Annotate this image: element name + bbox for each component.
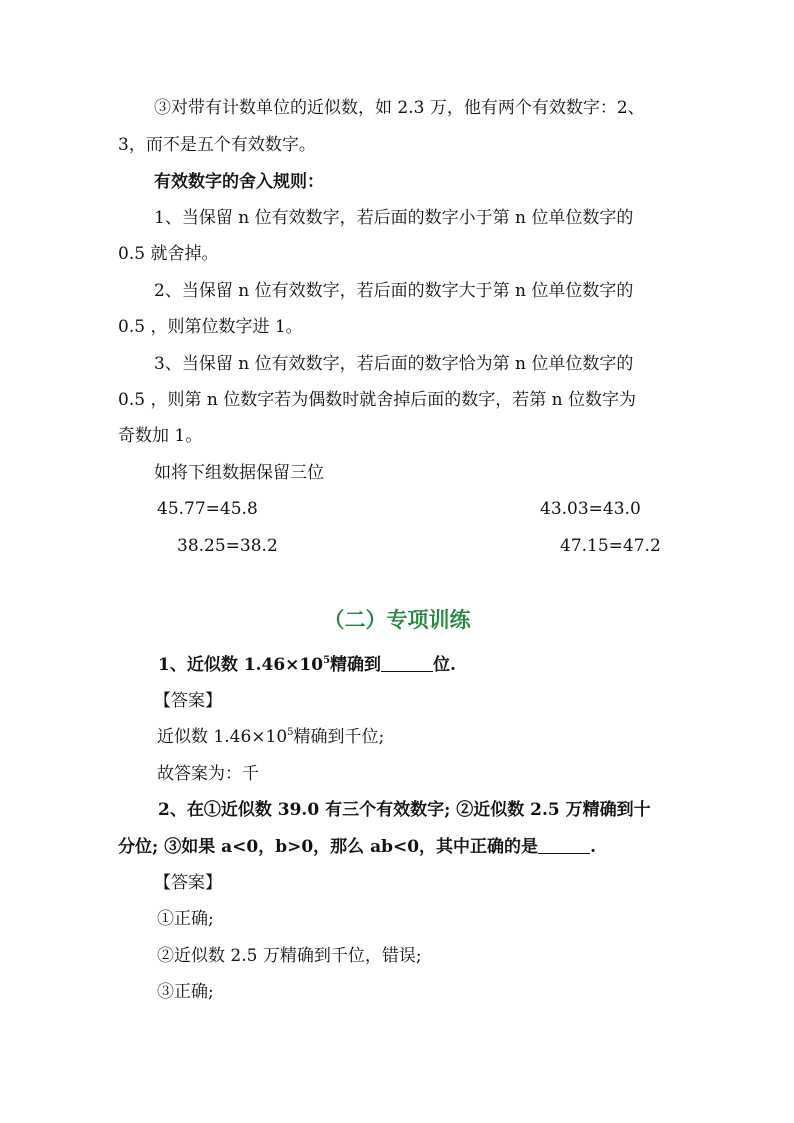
example-3: 38.25=38.2 — [177, 536, 278, 556]
rule-1-line-1: 1、当保留 n 位有效数字，若后面的数字小于第 n 位单位数字的 — [154, 208, 634, 228]
rule-3-line-3: 奇数加 1。 — [118, 426, 203, 446]
rule-3-line-2: 0.5 ，则第 n 位数字若为偶数时就舍掉后面的数字，若第 n 位数字为 — [118, 390, 636, 410]
rules-heading: 有效数字的舍入规则： — [154, 172, 324, 192]
note-3-line-1: ③对带有计数单位的近似数，如 2.3 万，他有两个有效数字：2、 — [154, 98, 645, 118]
section-title: （二）专项训练 — [323, 607, 471, 632]
q1-answer-exponent: 5 — [287, 727, 294, 738]
note-3-line-2: 3，而不是五个有效数字。 — [118, 135, 316, 155]
rule-1-line-2: 0.5 就舍掉。 — [118, 244, 219, 264]
q1-suffix: 位. — [433, 655, 456, 675]
q2-answer-2: ②近似数 2.5 万精确到千位，错误; — [157, 946, 422, 966]
rule-3-line-1: 3、当保留 n 位有效数字，若后面的数字恰为第 n 位单位数字的 — [154, 354, 634, 374]
q2-answer-1: ①正确; — [157, 909, 214, 929]
q1-blank — [381, 655, 433, 672]
q1-mid: 精确到 — [330, 655, 382, 675]
q1-answer-suffix: 精确到千位; — [293, 727, 385, 747]
q1-exponent: 5 — [323, 655, 331, 666]
rule-2-line-2: 0.5 ，则第位数字进 1。 — [118, 317, 303, 337]
q2-answer-3: ③正确; — [157, 982, 214, 1002]
question-2-line-2 — [118, 836, 596, 858]
example-4: 47.15=47.2 — [560, 536, 661, 556]
q1-prefix: 1、近似数 1.46×10 — [158, 655, 324, 675]
question-1 — [158, 654, 456, 676]
q2-answer-label: 【答案】 — [154, 873, 222, 893]
q1-answer — [157, 726, 384, 748]
q2-line2-prefix: 分位; ③如果 a<0，b>0，那么 ab<0，其中正确的是 — [118, 837, 539, 857]
example-2: 43.03=43.0 — [540, 499, 641, 519]
question-2-line-1: 2、在①近似数 39.0 有三个有效数字; ②近似数 2.5 万精确到十 — [158, 800, 651, 820]
q2-line2-suffix: . — [590, 837, 596, 857]
q2-blank — [538, 837, 590, 854]
q1-answer-prefix: 近似数 1.46×10 — [157, 727, 288, 747]
q1-conclusion: 故答案为：千 — [157, 764, 259, 784]
q1-answer-label: 【答案】 — [154, 691, 222, 711]
example-intro: 如将下组数据保留三位 — [154, 463, 324, 483]
rule-2-line-1: 2、当保留 n 位有效数字，若后面的数字大于第 n 位单位数字的 — [154, 281, 634, 301]
example-1: 45.77=45.8 — [157, 499, 258, 519]
